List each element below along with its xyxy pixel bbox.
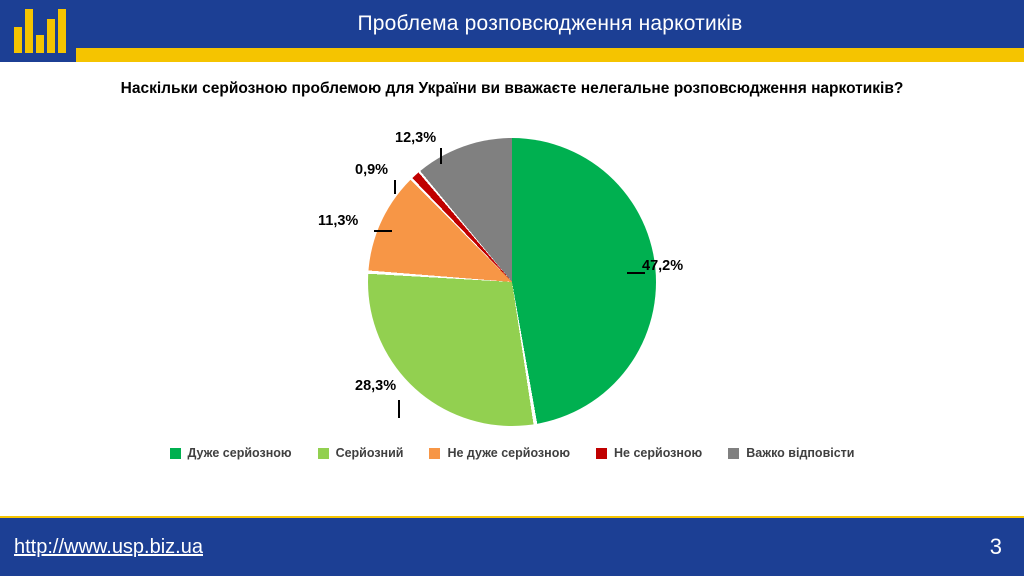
pie-label-4: 12,3% [395, 130, 437, 146]
legend-label-1: Серйозний [335, 446, 404, 460]
legend-swatch-0 [170, 448, 181, 459]
pie-chart [0, 120, 1024, 460]
header-underline [76, 48, 1024, 62]
legend-label-2: Не дуже серйозною [447, 446, 571, 460]
question-text: Наскільки серйозною проблемою для України ви вважаєте нелегальне розповсюдження наркотиків? [120, 80, 904, 97]
pie-label-2: 11,3% [318, 213, 359, 229]
legend-item-4 [728, 446, 854, 460]
pie-label-1: 28,3% [355, 378, 397, 394]
logo-container [0, 0, 76, 62]
legend-item-2 [429, 446, 570, 460]
legend-swatch-2 [429, 448, 440, 459]
legend-swatch-3 [596, 448, 607, 459]
pie-label-0: 47,2% [642, 258, 684, 274]
pie-wrap [368, 138, 656, 426]
legend-label-3: Не серйозною [614, 446, 703, 460]
usp-logo-icon [14, 9, 66, 53]
legend-label-0: Дуже серйозною [187, 446, 292, 460]
legend-item-1 [318, 446, 404, 460]
leader-line-2 [374, 230, 392, 232]
chart-legend [0, 440, 1024, 466]
pie-label-3: 0,9% [355, 162, 389, 178]
legend-label-4: Важко відповісти [746, 446, 855, 460]
leader-line-3 [394, 180, 396, 194]
legend-swatch-1 [318, 448, 329, 459]
page-title: Проблема розповсюдження наркотиків [357, 12, 743, 35]
leader-line-1 [398, 400, 400, 418]
slide-footer [0, 516, 1024, 576]
footer-url-link[interactable]: http://www.usp.biz.ua [14, 536, 203, 558]
leader-line-4 [440, 148, 442, 164]
slide-header [0, 0, 1024, 62]
legend-item-3 [596, 446, 702, 460]
legend-swatch-4 [728, 448, 739, 459]
page-number: 3 [989, 534, 1002, 559]
legend-item-0 [170, 446, 292, 460]
pie-graphic [368, 138, 656, 426]
